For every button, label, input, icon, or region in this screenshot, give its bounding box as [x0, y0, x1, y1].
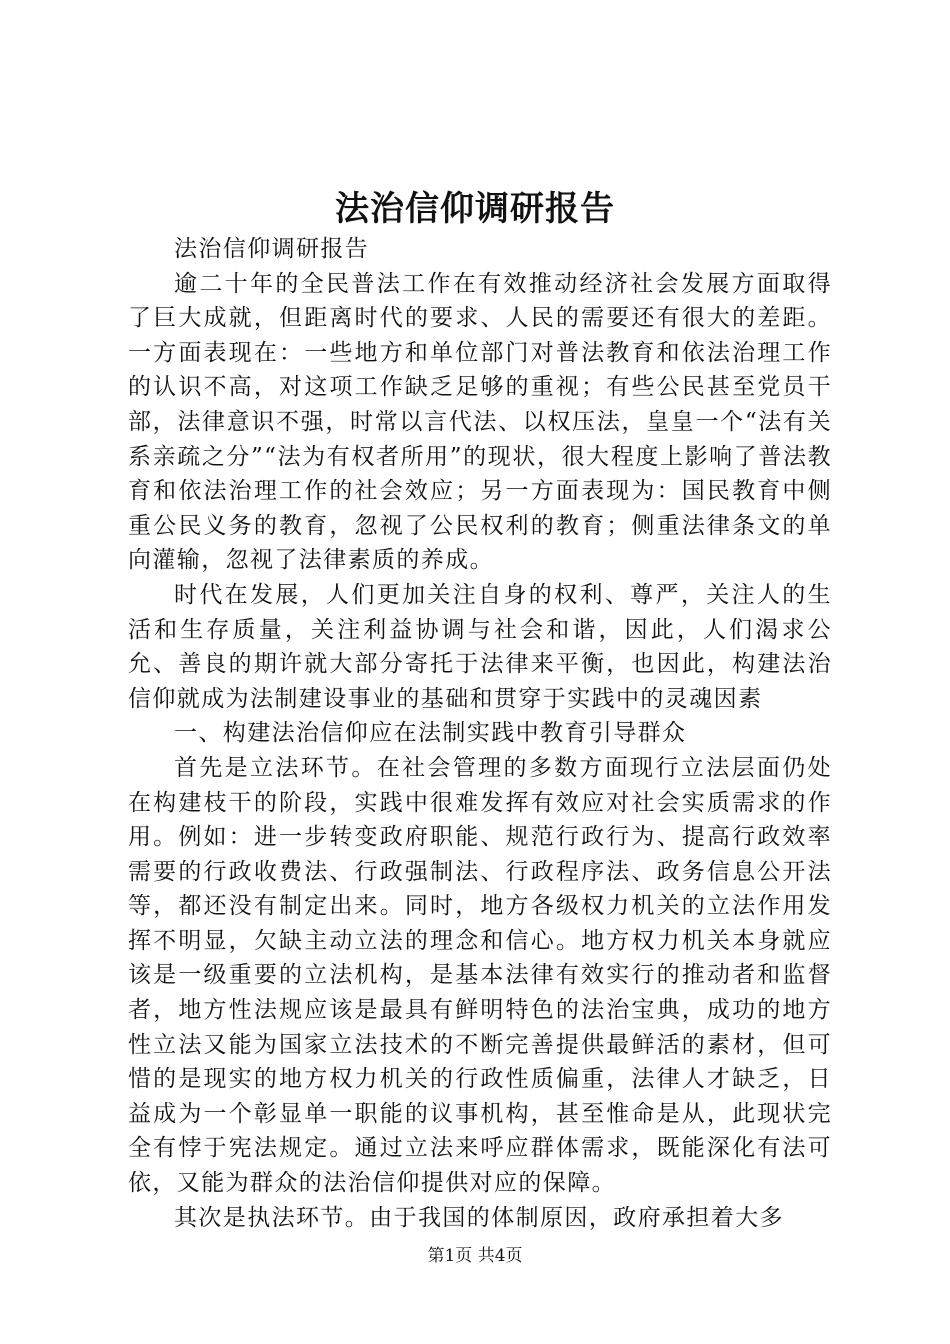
document-title: 法治信仰调研报告	[335, 189, 615, 229]
paragraph-legislation: 首先是立法环节。在社会管理的多数方面现行立法层面仍处在构建枝干的阶段，实践中很难发挥有效应对社会实质需求的作用。例如：进一步转变政府职能、规范行政行为、提高行政效率需要的行政收费法、行政强制法、行政程序法、政务信息公开法等，都还没有制定出来。同时，地方各级权力机关的立法作用发挥不明显，欠缺主动立法的理念和信心。地方权力机关本身就应该是一级重要的立法机构，是基本法律有效实行的推动者和监督者，地方性法规应该是最具有鲜明特色的法治宝典，成功的地方性立法又能为国家立法技术的不断完善提供最鲜活的素材，但可惜的是现实的地方权力机关的行政性质偏重，法律人才缺乏，日益成为一个彰显单一职能的议事机构，甚至惟命是从，此现状完全有悖于宪法规定。通过立法来呼应群体需求，既能深化有法可依，又能为群众的法治信仰提供对应的保障。	[128, 754, 832, 1197]
paragraph-intro: 逾二十年的全民普法工作在有效推动经济社会发展方面取得了巨大成就，但距离时代的要求、人民的需要还有很大的差距。一方面表现在：一些地方和单位部门对普法教育和依法治理工作的认识不高，对这项工作缺乏足够的重视；有些公民甚至党员干部，法律意识不强，时常以言代法、以权压法，皇皇一个“法有关系亲疏之分”“法为有权者所用”的现状，很大程度上影响了普法教育和依法治理工作的社会效应；另一方面表现为：国民教育中侧重公民义务的教育，忽视了公民权利的教育；侧重法律条文的单向灌输，忽视了法律素质的养成。	[128, 270, 832, 574]
page-footer: 第1页 共4页	[427, 1246, 523, 1266]
paragraph-subtitle: 法治信仰调研报告	[174, 236, 370, 262]
section-heading-1: 一、构建法治信仰应在法制实践中教育引导群众	[174, 720, 687, 747]
paragraph-times: 时代在发展，人们更加关注自身的权利、尊严，关注人的生活和生存质量，关注利益协调与社会和谐，因此，人们渴求公允、善良的期许就大部分寄托于法律来平衡，也因此，构建法治信仰就成为法制建设事业的基础和贯穿于实践中的灵魂因素	[128, 581, 832, 712]
document-body	[128, 232, 832, 1235]
paragraph-enforcement: 其次是执法环节。由于我国的体制原因，政府承担着大多	[174, 1204, 784, 1231]
